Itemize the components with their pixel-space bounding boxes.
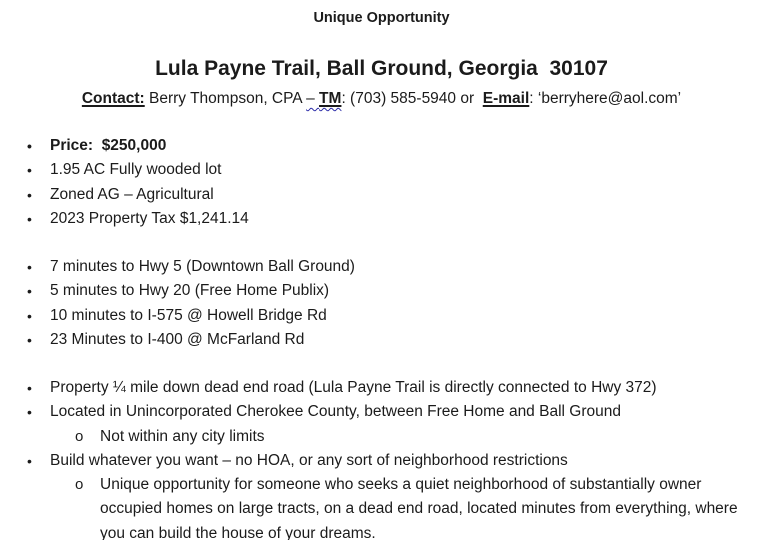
bullet-group (0, 134, 763, 231)
page-title: Lula Payne Trail, Ball Ground, Georgia 30107 (155, 57, 608, 80)
contact-email: : ‘berryhere@aol.com’ (529, 90, 682, 107)
bullet-text: 2023 Property Tax $1,241.14 (50, 209, 249, 227)
circle-bullet-icon: o (75, 476, 84, 493)
bullet-text: 10 minutes to I-575 @ Howell Bridge Rd (50, 306, 327, 324)
bullet-text: 5 minutes to Hwy 20 (Free Home Publix) (50, 282, 330, 300)
bullet-item (0, 207, 763, 231)
bullet-group (0, 255, 763, 352)
header-title: Unique Opportunity (313, 10, 450, 26)
bullet-item (0, 255, 763, 279)
bullet-text: Build whatever you want – no HOA, or any sort of neighborhood restrictions (50, 451, 568, 469)
contact-dash: – (306, 90, 320, 107)
bullet-text: 1.95 AC Fully wooded lot (50, 161, 222, 179)
dot-bullet-icon: • (27, 331, 32, 348)
dot-bullet-icon: • (27, 404, 32, 421)
email-label: E-mail (482, 90, 530, 107)
dot-bullet-icon: • (27, 138, 32, 154)
bullet-item (0, 449, 763, 473)
dot-bullet-icon: • (27, 307, 32, 324)
tm-label: TM (319, 90, 342, 107)
bullet-text: Property ¼ mile down dead end road (Lula Payne Trail is directly connected to Hwy 372) (50, 379, 657, 396)
bullet-item (0, 376, 763, 400)
bullet-item (0, 279, 763, 303)
dot-bullet-icon: • (27, 380, 32, 396)
bullet-item (0, 134, 763, 158)
bullet-item (0, 328, 763, 352)
bullet-text: Zoned AG – Agricultural (50, 185, 214, 203)
contact-line (0, 88, 763, 109)
sub-bullet-item (0, 425, 763, 449)
dot-bullet-icon: • (27, 259, 32, 275)
bullet-item (0, 158, 763, 182)
bullet-item (0, 304, 763, 328)
bullet-text: Price: $250,000 (50, 137, 167, 154)
dot-bullet-icon: • (27, 186, 32, 203)
bullet-list (0, 134, 763, 540)
bullet-text: Not within any city limits (100, 427, 265, 445)
bullet-text: Located in Unincorporated Cherokee County, between Free Home and Ball Ground (50, 403, 621, 421)
circle-bullet-icon: o (75, 427, 84, 445)
bullet-group (0, 376, 763, 540)
bullet-text: 23 Minutes to I-400 @ McFarland Rd (50, 330, 305, 348)
contact-label: Contact: (81, 90, 145, 107)
sub-bullet-item (0, 473, 763, 540)
dot-bullet-icon: • (27, 283, 32, 300)
contact-name: Berry Thompson, CPA (144, 90, 307, 107)
dot-bullet-icon: • (27, 162, 32, 179)
spellcheck-squiggle (306, 90, 341, 107)
dot-bullet-icon: • (27, 210, 32, 227)
bullet-text: Unique opportunity for someone who seeks a quiet neighborhood of substantially owner occupied homes on large tracts, on a dead end road, located minutes from everything, where you can build the house of your dreams. (100, 476, 742, 540)
bullet-item (0, 400, 763, 424)
contact-phone: : (703) 585-5940 or (341, 90, 483, 107)
bullet-item (0, 183, 763, 207)
dot-bullet-icon: • (27, 452, 32, 469)
bullet-text: 7 minutes to Hwy 5 (Downtown Ball Ground) (50, 258, 355, 275)
